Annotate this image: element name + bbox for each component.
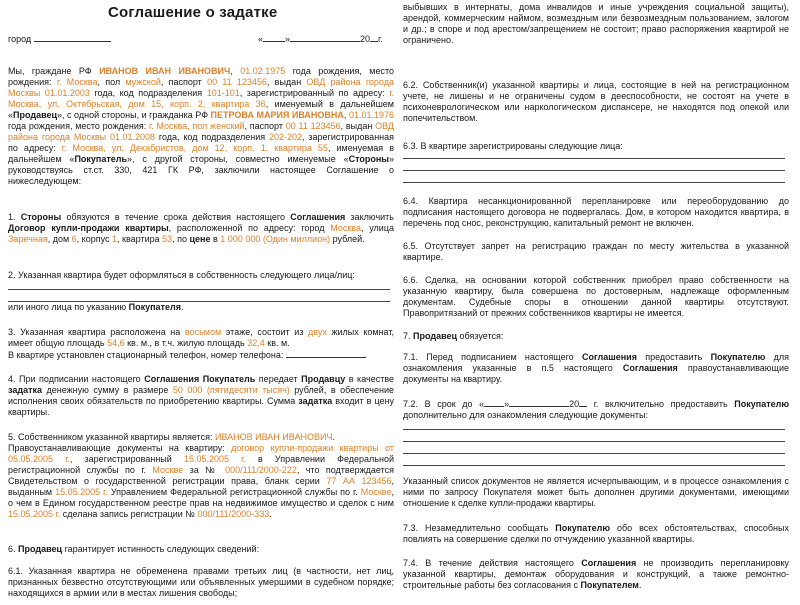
city-date-line	[8, 33, 394, 45]
clause-7-2-line-4	[403, 465, 785, 466]
clause-6-3-line-3	[403, 182, 785, 183]
clause-2: 2. Указанная квартира будет оформляться в собственность следующего лица/лиц:	[8, 270, 355, 280]
clause-3: 3. Указанная квартира расположена на восьмом этаже, состоит из двух жилых комнат, имеет общую площадь 54,6 кв. м., в т.ч. жилую площадь 32,4 кв. м. В квартире установлен стационарный телефон, номер телефона:	[8, 327, 394, 360]
clause-7: 7. Продавец обязуется:	[403, 331, 504, 341]
clause-2-line-1	[8, 289, 390, 290]
clause-2-tail: или иного лица по указанию Покупателя.	[8, 302, 184, 312]
intro-paragraph: Мы, граждане РФ ИВАНОВ ИВАН ИВАНОВИЧ, 01.02.1975 года рождения, место рождения: г. Москва, пол мужской, паспорт 00 11 123456, выдан ОВД района города Москвы 01.01.2003 года, код подразделения 101-101, зарегистрированный по адресу: г. Москва, ул. Октябрьская, дом 15, корп. 2, квартира 36, именуемый в дальнейшем «Продавец», с одной стороны, и гражданка РФ ПЕТРОВА МАРИЯ ИВАНОВНА, 01.01.1976 года рождения, место рождения: г. Москва, пол женский, паспорт 00 11 123456, выдан ОВД района города Москвы 01.01.2008 года, код подразделения 202-202, зарегистрированная по адресу: г. Москва, ул. Декабристов, дом 12, корп. 1, квартира 55, именуемая в дальнейшем «Покупатель», с другой стороны, совместно именуемые «Стороны» руководствуясь ст.ст. 330, 421 ГК РФ, заключили настоящее Соглашение о нижеследующем:	[8, 66, 395, 186]
clause-6-6: 6.6. Сделка, на основании которой собственник приобрел право собственности на указанную квартиру, была совершена по достоверным, надлежаще оформленным документам. Судебные споры в отношении данной квартиры отсутствуют. Правопритязаний от прежних собственников квартиры не имеется.	[403, 275, 789, 318]
date-field: « » 20 г.	[258, 34, 383, 44]
clause-6-3-line-1	[403, 158, 785, 159]
clause-6-3-line-2	[403, 170, 785, 171]
clause-1: 1. Стороны обязуются в течение срока действия настоящего Соглашения заключить Договор купли-продажи квартиры, расположенной по адресу: город Москва, улица Заречная, дом 6, корпус 1, квартира 53, по цене в 1 000 000 (Один миллион) рублей.	[8, 212, 394, 244]
clause-7-3: 7.3. Незамедлительно сообщать Покупателю обо всех обстоятельствах, способных повлиять на совершение сделки по отчуждению указанной квартиры.	[403, 523, 789, 544]
clause-7-2: 7.2. В срок до « » 20 г. включительно предоставить Покупателю дополнительно для ознакомления следующие документы:	[403, 399, 790, 420]
clause-7-2-line-3	[403, 453, 785, 454]
clause-5: 5. Собственником указанной квартиры является: ИВАНОВ ИВАН ИВАНОВИЧ. Правоустанавливающие документы на квартиру: договор купли-продажи квартиры от 05.05.2005 г., зарегистрированный 15.05.2005 г. в Управлении Федеральной регистрационной службы по г. Москве за № 000/111/2000-222, что подтверждается Свидетельством о государственной регистрации права, бланк серии 77 АА 123456, выданным 15.05.2005 г. Управлением Федеральной регистрационной службы по г. Москве, о чем в Едином государственном реестре прав на недвижимое имущество и сделок с ним 15.05.2005 г. сделана запись регистрации № 000/111/2000-333.	[8, 432, 395, 519]
clause-6-1: 6.1. Указанная квартира не обременена правами третьих лиц (в частности, нет лиц, признанных безвестно отсутствующими или объявленных умершими в судебном порядке; находящихся в армии или в местах лишения свободы;	[8, 566, 394, 598]
phone-blank	[286, 349, 366, 358]
clause-7-4: 7.4. В течение действия настоящего Соглашения не производить перепланировку указанной квартиры, демонтаж оборудования и конструкций, а также ремонтно-строительные работы без согласования с Покупателем.	[403, 558, 789, 590]
clause-7-1: 7.1. Перед подписанием настоящего Соглашения предоставить Покупателю для ознакомления указанные в п.5 настоящего Соглашения правоустанавливающие документы на квартиру.	[403, 352, 789, 384]
clause-7-2-line-1	[403, 429, 785, 430]
clause-6-5: 6.5. Отсутствует запрет на регистрацию граждан по месту жительства в указанной квартире.	[403, 241, 789, 262]
clause-4: 4. При подписании настоящего Соглашения Покупатель передает Продавцу в качестве задатка денежную сумму в размере 50 000 (пятидесяти тысяч) рублей, в обеспечение исполнения своих обязательств по приобретению квартиры. Сумма задатка входит в цену квартиры.	[8, 374, 395, 417]
city-blank	[34, 33, 111, 42]
city-label: город	[8, 34, 32, 44]
documents-note: Указанный список документов не является исчерпывающим, и в процессе ознакомления с ними по запросу Покупателя может быть дополнен другими документами, имеющими отношение к сделке купли-продажи квартиры.	[403, 476, 789, 508]
document-title: Соглашение о задатке	[108, 4, 278, 21]
clause-6-4: 6.4. Квартира несанкционированной перепланировке или переоборудованию до подписания настоящего договора не подвергалась. Дом, в котором находится квартира, в перечень под снос, реконструкцию, капитальный ремонт не включен.	[403, 196, 789, 228]
clause-6: 6. Продавец гарантирует истинность следующих сведений:	[8, 544, 260, 554]
clause-6-3: 6.3. В квартире зарегистрированы следующие лица:	[403, 141, 623, 151]
clause-6-1-continued: выбывших в интернаты, дома инвалидов и иные учреждения социальной защиты), арендой, коммерческим наймом, возмездным или безвозмездным пользованием, залогом и др.; в споре и под арестом/запрещением не состоит; право распоряжения квартирой не ограничено.	[403, 2, 789, 45]
clause-6-2: 6.2. Собственник(и) указанной квартиры и лица, состоящие в ней на регистрационном учете, не лишены и не ограничены судом в дееспособности, не состоят на учете в психоневрологическом или наркологическом диспансере, не находятся под опекой или попечительством.	[403, 80, 789, 123]
clause-7-2-line-2	[403, 441, 785, 442]
